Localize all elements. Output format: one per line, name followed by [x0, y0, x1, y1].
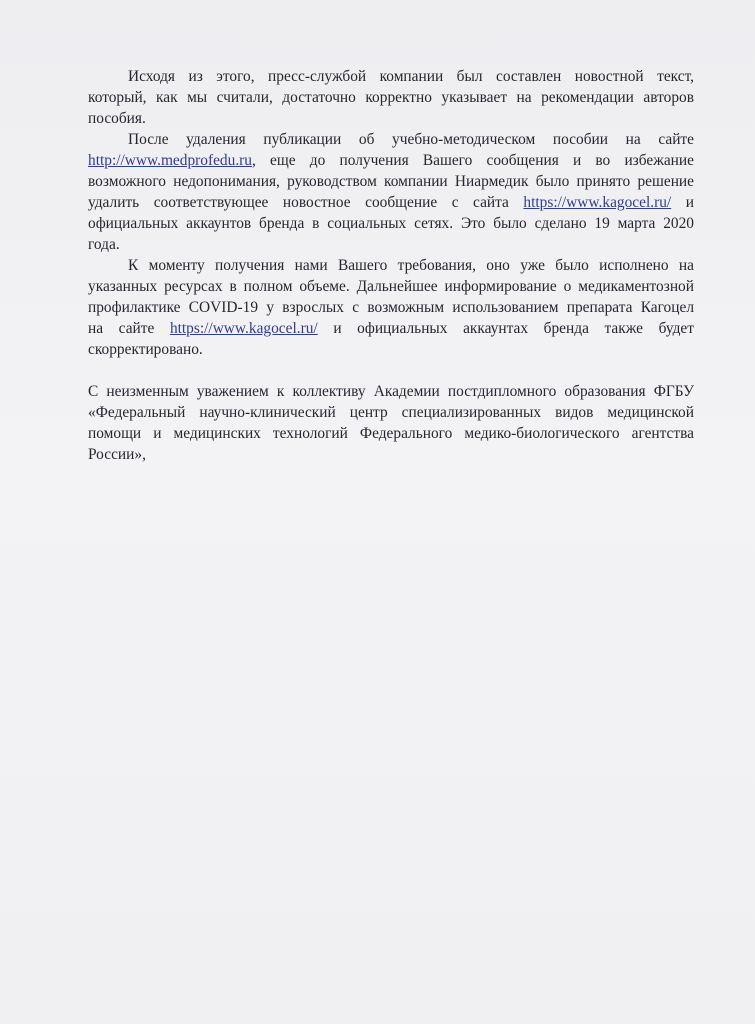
paragraph-line: скорректировано.	[88, 341, 203, 358]
line-text: и официальных аккаунтах бренда также будет	[333, 320, 694, 337]
paragraph-line: Исходя из этого, пресс-службой компании был составлен новостной текст,	[128, 68, 694, 85]
paragraph-line: профилактике COVID-19 у взрослых с возможным использованием препарата Кагоцел	[88, 299, 694, 316]
paragraph-line: возможного недопонимания, руководством компании Ниармедик было принято решение	[88, 173, 694, 190]
link-kagocel[interactable]: https://www.kagocel.ru/	[523, 194, 672, 211]
paragraph-line: После удаления публикации об учебно-методическом пособии на сайте	[128, 131, 694, 148]
paragraph-line: года.	[88, 236, 120, 253]
closing-regards	[88, 381, 694, 465]
paragraph-line: указанных ресурсах в полном объеме. Дальнейшее информирование о медикаментозной	[88, 278, 694, 295]
link-medprofedu[interactable]: http://www.medprofedu.ru	[88, 152, 252, 169]
closing-line: России»,	[88, 446, 146, 463]
link-kagocel[interactable]: https://www.kagocel.ru/	[169, 320, 318, 337]
closing-line: С неизменным уважением к коллективу Академии постдипломного образования ФГБУ	[88, 383, 694, 400]
paragraph-requirement-fulfilled	[88, 255, 694, 360]
closing-line: помощи и медицинских технологий Федерального медико-биологического агентства	[88, 425, 694, 442]
paragraph-line	[88, 150, 694, 171]
paragraph-line: который, как мы считали, достаточно корректно указывает на рекомендации авторов	[88, 89, 694, 106]
paragraph-line	[88, 318, 694, 339]
letter-body	[88, 66, 694, 465]
paragraph-line: К моменту получения нами Вашего требования, оно уже было исполнено на	[128, 257, 694, 274]
paragraph-line	[88, 192, 694, 213]
line-text: , еще до получения Вашего сообщения и во избежание	[252, 152, 694, 169]
line-text: и	[685, 194, 694, 211]
paragraph-line: официальных аккаунтов бренда в социальных сетях. Это было сделано 19 марта 2020	[88, 215, 694, 232]
line-text: на сайте	[88, 320, 155, 337]
line-text: удалить соответствующее новостное сообщение с сайта	[88, 194, 509, 211]
closing-line: «Федеральный научно-клинический центр специализированных видов медицинской	[88, 404, 694, 421]
paragraph-spacer	[88, 360, 694, 381]
paragraph-publication-removal	[88, 129, 694, 255]
paragraph-press-service	[88, 66, 694, 129]
paragraph-line: пособия.	[88, 110, 146, 127]
